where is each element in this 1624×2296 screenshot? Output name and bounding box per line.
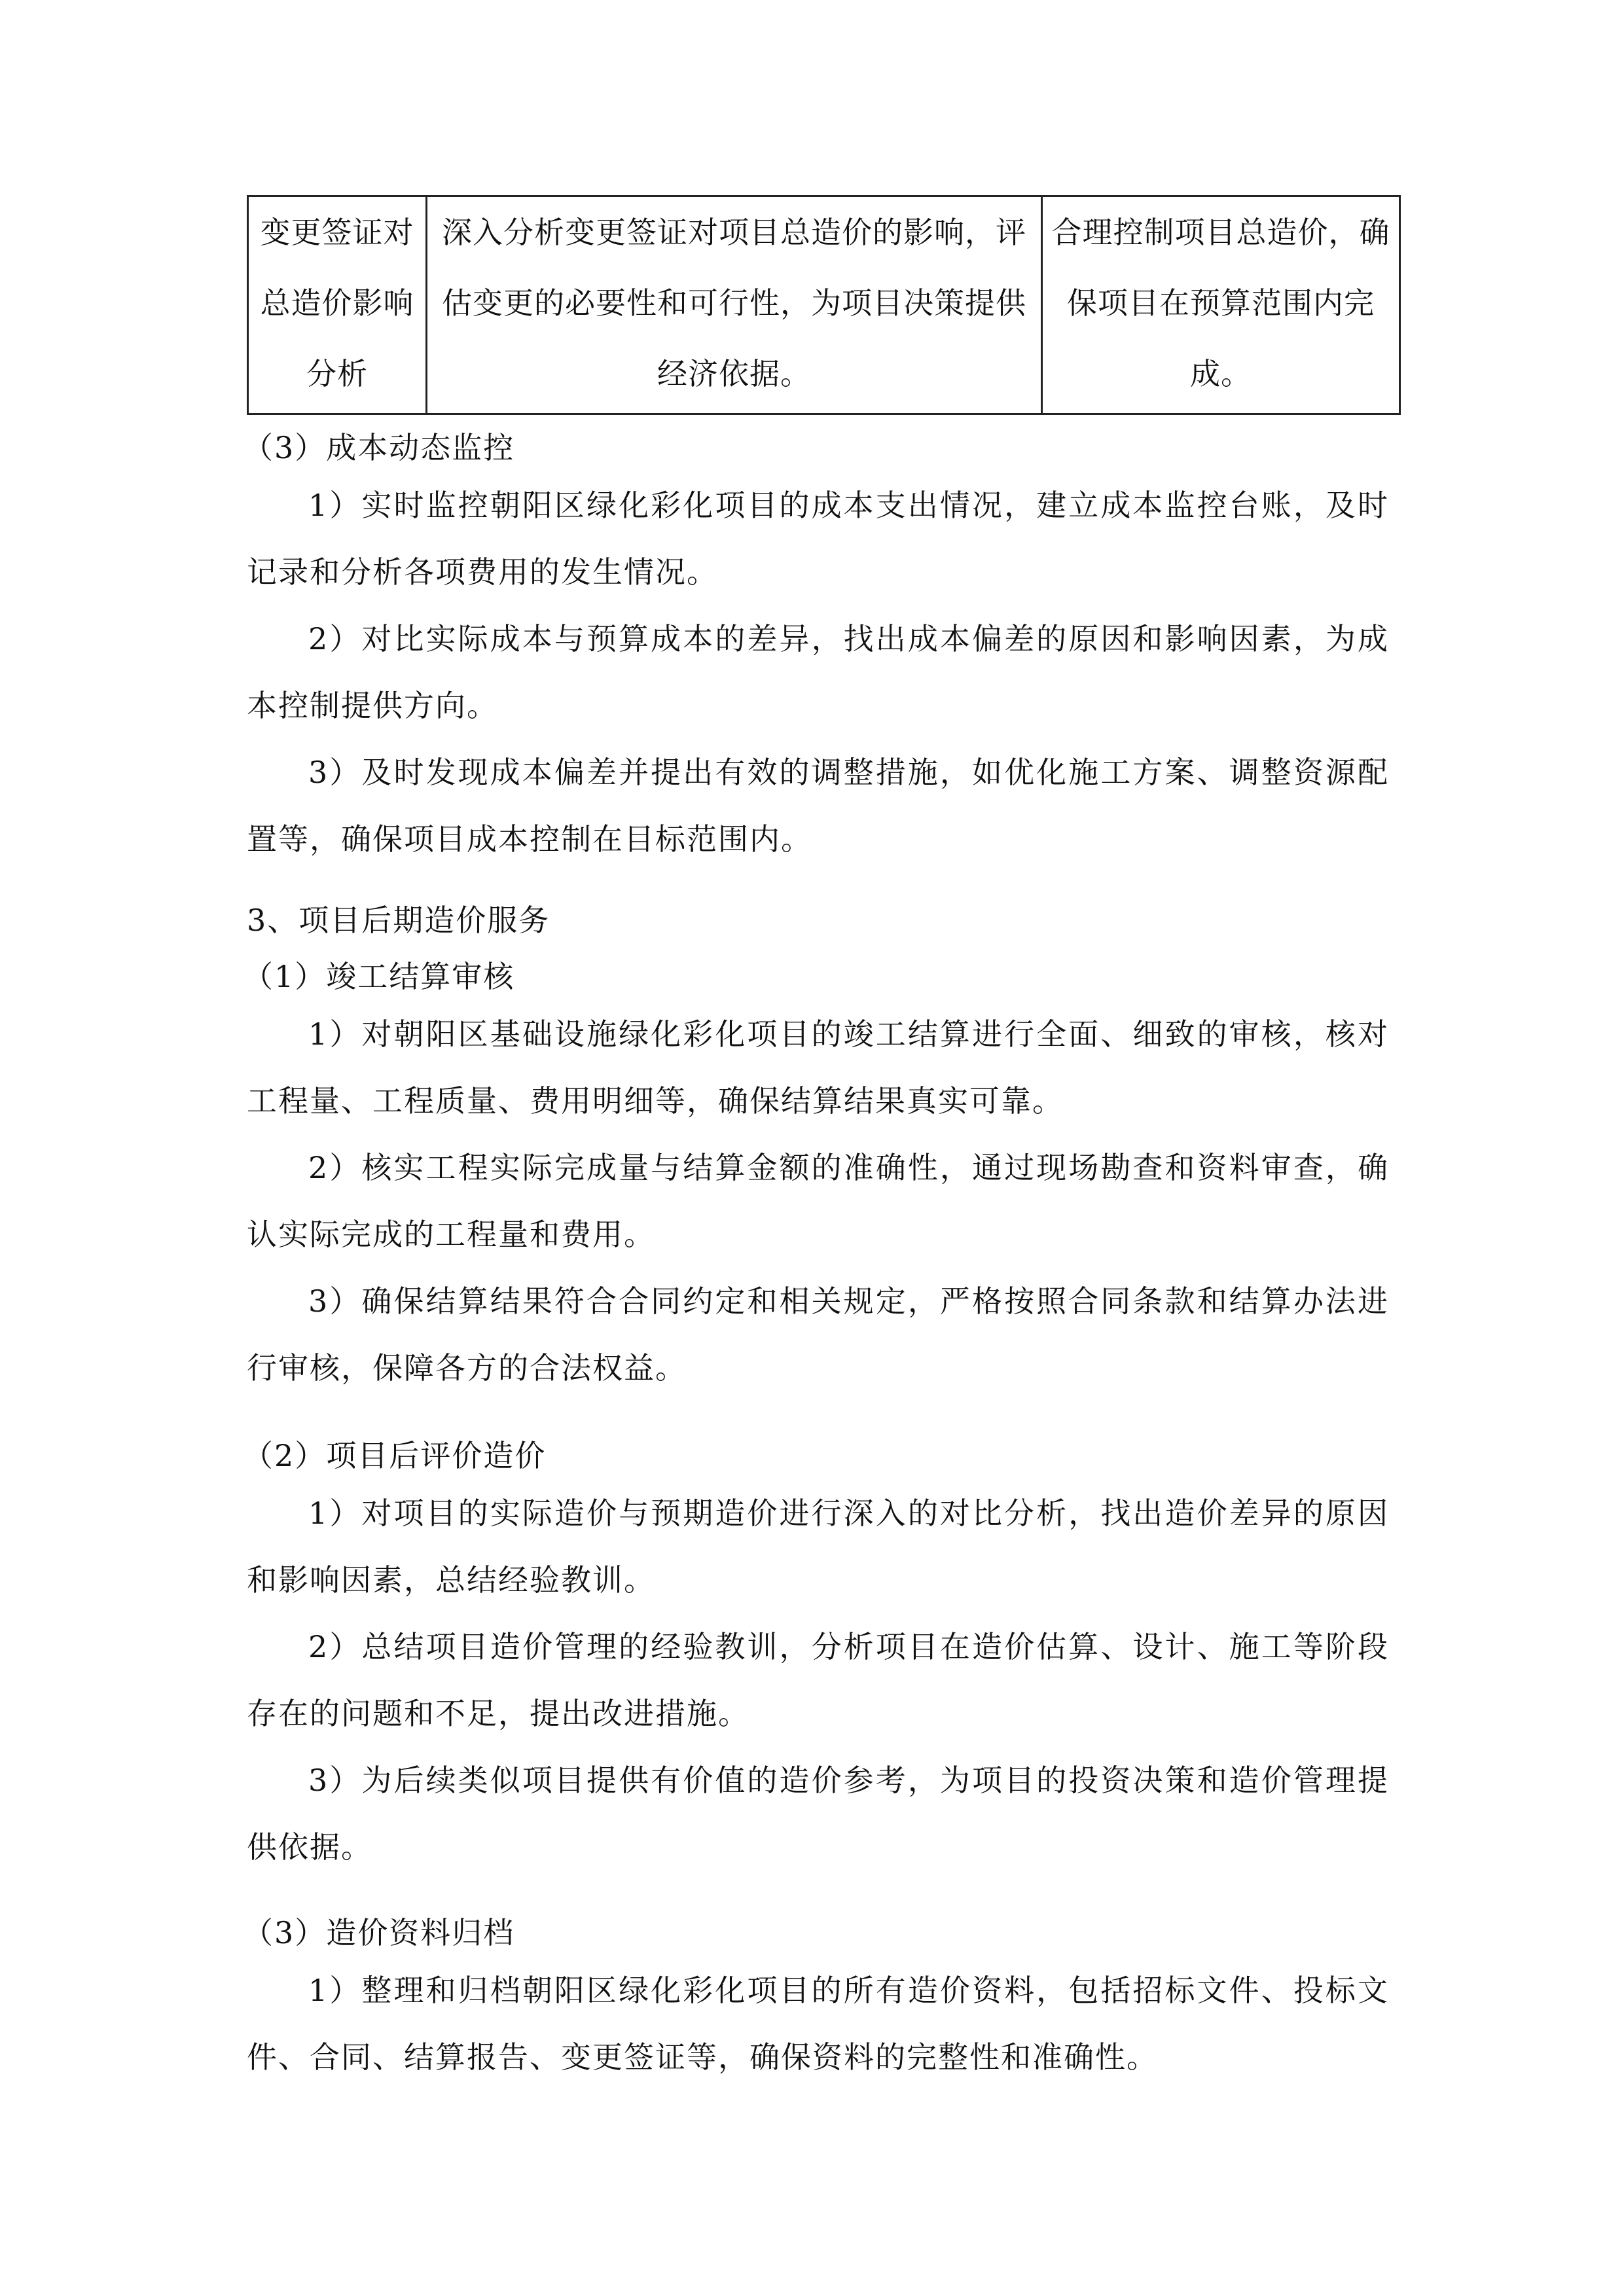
paragraph: 1）对朝阳区基础设施绿化彩化项目的竣工结算进行全面、细致的审核，核对工程量、工程质量、费用明细等，确保结算结果真实可靠。 [247,1016,1389,1119]
section-heading-post-project: 3、项目后期造价服务 [247,903,550,938]
paragraph: 2）核实工程实际完成量与结算金额的准确性，通过现场勘查和资料审查，确认实际完成的工程量和费用。 [247,1150,1389,1252]
cost-analysis-table [247,195,1401,415]
section-heading-cost-monitoring: （3）成本动态监控 [243,430,515,465]
subsection-heading-settlement-audit: （1）竣工结算审核 [243,959,515,994]
paragraph: 3）为后续类似项目提供有价值的造价参考，为项目的投资决策和造价管理提供依据。 [247,1763,1389,1865]
subsection-heading-archive: （3）造价资料归档 [243,1915,515,1950]
paragraph: 2）总结项目造价管理的经验教训，分析项目在造价估算、设计、施工等阶段存在的问题和不足，提出改进措施。 [247,1629,1389,1731]
table-cell-goal: 合理控制项目总造价，确保项目在预算范围内完成。 [1042,196,1400,414]
paragraph: 1）实时监控朝阳区绿化彩化项目的成本支出情况，建立成本监控台账，及时记录和分析各项费用的发生情况。 [247,488,1389,590]
paragraph: 2）对比实际成本与预算成本的差异，找出成本偏差的原因和影响因素，为成本控制提供方向。 [247,621,1389,723]
paragraph: 3）及时发现成本偏差并提出有效的调整措施，如优化施工方案、调整资源配置等，确保项目成本控制在目标范围内。 [247,755,1389,857]
table-cell-content: 深入分析变更签证对项目总造价的影响，评估变更的必要性和可行性，为项目决策提供经济依据。 [427,196,1042,414]
paragraph: 3）确保结算结果符合合同约定和相关规定，严格按照合同条款和结算办法进行审核，保障各方的合法权益。 [247,1283,1389,1386]
subsection-heading-post-evaluation: （2）项目后评价造价 [243,1438,547,1473]
table-row [248,196,1400,414]
paragraph: 1）整理和归档朝阳区绿化彩化项目的所有造价资料，包括招标文件、投标文件、合同、结算报告、变更签证等，确保资料的完整性和准确性。 [247,1973,1389,2075]
paragraph: 1）对项目的实际造价与预期造价进行深入的对比分析，找出造价差异的原因和影响因素，总结经验教训。 [247,1496,1389,1598]
table-cell-item: 变更签证对总造价影响分析 [248,196,427,414]
